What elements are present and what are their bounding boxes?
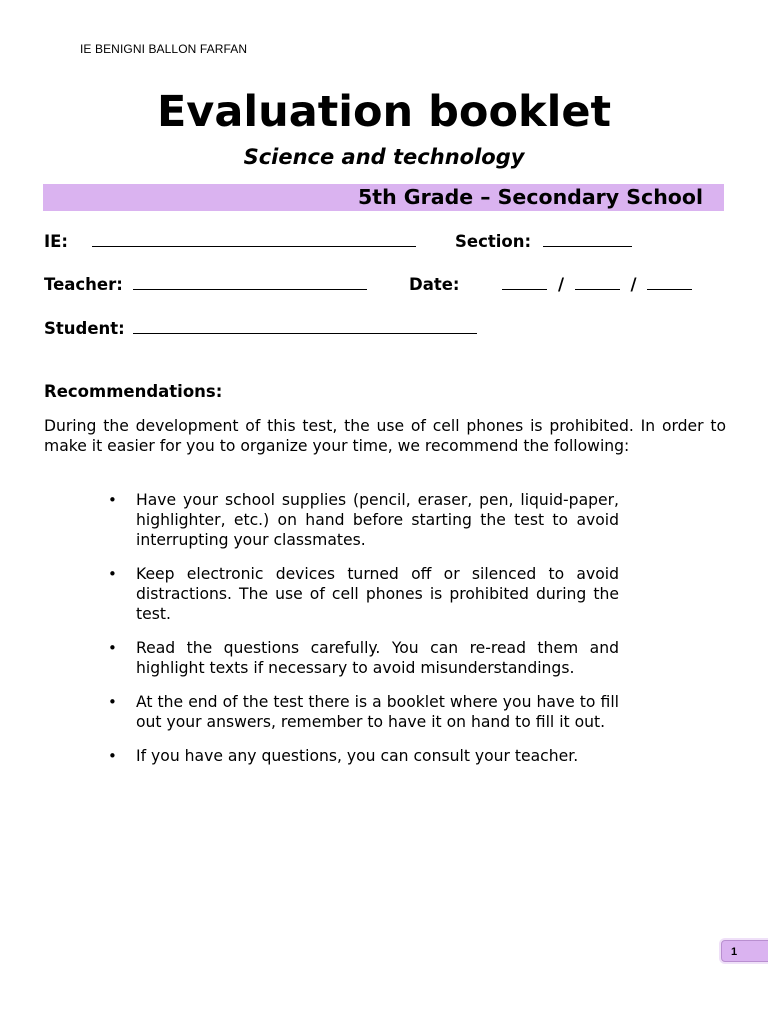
list-item-text: Have your school supplies (pencil, eraser, pen, liquid-paper, highlighter, etc.) on hand before starting the test to avoid interrupting your classmates. bbox=[136, 491, 619, 549]
page-number: 1 bbox=[721, 940, 768, 962]
grade-banner bbox=[43, 184, 724, 211]
bullet-icon: • bbox=[108, 693, 117, 711]
list-item-text: Keep electronic devices turned off or silenced to avoid distractions. The use of cell phones is prohibited during the test. bbox=[136, 565, 619, 623]
bullet-icon: • bbox=[108, 565, 117, 583]
teacher-field bbox=[44, 275, 367, 295]
list-item bbox=[108, 692, 619, 732]
section-field bbox=[455, 232, 632, 252]
date-month-blank[interactable] bbox=[575, 275, 620, 290]
ie-label: IE: bbox=[44, 232, 69, 251]
student-blank[interactable] bbox=[133, 319, 477, 334]
page-title: Evaluation booklet bbox=[156, 87, 612, 137]
list-item bbox=[108, 638, 619, 678]
bullet-icon: • bbox=[108, 639, 117, 657]
list-item-text: Read the questions carefully. You can re-read them and highlight texts if necessary to avoid misunderstandings. bbox=[136, 639, 619, 677]
teacher-label: Teacher: bbox=[44, 275, 123, 294]
list-item bbox=[108, 746, 619, 766]
date-field bbox=[409, 275, 692, 295]
recommendations-heading: Recommendations: bbox=[44, 382, 223, 401]
recommendations-intro: During the development of this test, the use of cell phones is prohibited. In order to make it easier for you to organize your time, we recommend the following: bbox=[44, 417, 726, 455]
student-label: Student: bbox=[44, 319, 125, 338]
list-item-text: If you have any questions, you can consult your teacher. bbox=[136, 747, 579, 765]
student-field bbox=[44, 319, 477, 339]
grade-label: 5th Grade – Secondary School bbox=[358, 185, 703, 209]
date-label: Date: bbox=[409, 275, 460, 294]
date-day-blank[interactable] bbox=[502, 275, 547, 290]
section-label: Section: bbox=[455, 232, 532, 251]
date-separator: / bbox=[558, 275, 565, 294]
school-name-header: IE BENIGNI BALLON FARFAN bbox=[80, 42, 248, 56]
page-subtitle: Science and technology bbox=[243, 145, 525, 169]
list-item-text: At the end of the test there is a booklet where you have to fill out your answers, remember to have it on hand to fill it out. bbox=[136, 693, 619, 731]
teacher-blank[interactable] bbox=[133, 275, 367, 290]
ie-blank[interactable] bbox=[92, 232, 416, 247]
ie-field bbox=[44, 232, 416, 252]
list-item bbox=[108, 564, 619, 624]
section-blank[interactable] bbox=[543, 232, 632, 247]
bullet-icon: • bbox=[108, 747, 117, 765]
recommendations-list bbox=[108, 490, 619, 780]
date-separator: / bbox=[630, 275, 637, 294]
list-item bbox=[108, 490, 619, 550]
bullet-icon: • bbox=[108, 491, 117, 509]
date-year-blank[interactable] bbox=[647, 275, 692, 290]
